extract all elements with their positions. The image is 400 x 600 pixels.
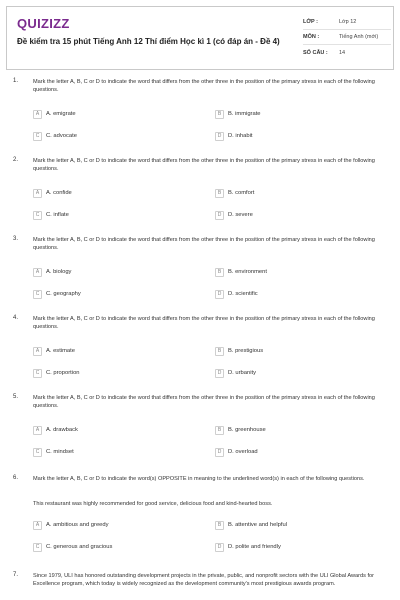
option-text: B. immigrate [228, 111, 261, 117]
option-text: C. geography [46, 291, 81, 297]
option-text: C. inflate [46, 212, 69, 218]
document-title: Đề kiểm tra 15 phút Tiếng Anh 12 Thí điểm Học kì 1 (có đáp án - Đề 4) [17, 37, 280, 46]
option-text: C. proportion [46, 370, 80, 376]
option-letter-box: A [33, 189, 42, 198]
option-text: C. generous and gracious [46, 544, 113, 550]
meta-value: 14 [339, 49, 346, 56]
option-d[interactable] [215, 210, 253, 220]
option-text: C. mindset [46, 449, 74, 455]
option-letter-box: A [33, 347, 42, 356]
document-header [6, 6, 394, 70]
option-letter-box: C [33, 211, 42, 220]
question-passage: This restaurant was highly recommended for good service, delicious food and kind-hearted boss. [33, 501, 273, 507]
meta-key: LỚP : [303, 19, 318, 25]
option-text: A. drawback [46, 427, 78, 433]
question-number: 4. [13, 315, 19, 321]
option-c[interactable] [33, 131, 77, 141]
question-text: Mark the letter A, B, C or D to indicate the word that differs from the other three in the position of the primary stress in each of the following questions. [33, 316, 375, 330]
option-text: A. confide [46, 190, 72, 196]
option-letter-box: A [33, 110, 42, 119]
question-text: Mark the letter A, B, C or D to indicate the word that differs from the other three in the position of the primary stress in each of the following questions. [33, 158, 375, 172]
option-letter-box: C [33, 369, 42, 378]
meta-row-class [303, 15, 391, 30]
option-letter-box: A [33, 426, 42, 435]
question-number: 6. [13, 475, 19, 481]
option-text: A. ambitious and greedy [46, 522, 109, 528]
option-text: A. estimate [46, 348, 75, 354]
option-letter-box: B [215, 347, 224, 356]
question-number: 5. [13, 394, 19, 400]
option-text: D. inhabit [228, 133, 253, 139]
meta-row-subject [303, 30, 391, 45]
meta-value: Lớp 12 [339, 19, 357, 25]
question-number: 3. [13, 236, 19, 242]
option-d[interactable] [215, 289, 258, 299]
option-text: B. attentive and helpful [228, 522, 287, 528]
option-d[interactable] [215, 131, 253, 141]
option-letter-box: B [215, 110, 224, 119]
option-letter-box: D [215, 211, 224, 220]
meta-value: Tiếng Anh (mới) [339, 34, 379, 40]
option-b[interactable] [215, 520, 287, 530]
option-c[interactable] [33, 542, 112, 552]
option-a[interactable] [33, 425, 78, 435]
option-letter-box: C [33, 448, 42, 457]
question-text: Mark the letter A, B, C or D to indicate the word that differs from the other three in the position of the primary stress in each of the following questions. [33, 79, 375, 93]
option-c[interactable] [33, 447, 74, 457]
option-letter-box: D [215, 290, 224, 299]
question-text: Since 1979, ULI has honored outstanding development projects in the private, public, and nonprofit sectors with the ULI Global Awards for Excellence program, which today is widely recognized as the development community's most prestigious awards program. [33, 573, 375, 587]
option-letter-box: A [33, 268, 42, 277]
quizizz-logo: QUIZIZZ [17, 16, 70, 31]
option-letter-box: B [215, 189, 224, 198]
option-c[interactable] [33, 368, 80, 378]
option-text: D. polite and friendly [228, 544, 281, 550]
option-letter-box: D [215, 543, 224, 552]
option-letter-box: D [215, 448, 224, 457]
option-letter-box: C [33, 543, 42, 552]
meta-key: SỐ CÂU : [303, 49, 328, 56]
option-c[interactable] [33, 289, 81, 299]
option-a[interactable] [33, 346, 75, 356]
option-letter-box: B [215, 268, 224, 277]
option-letter-box: D [215, 369, 224, 378]
option-letter-box: B [215, 521, 224, 530]
option-b[interactable] [215, 188, 254, 198]
question-number: 7. [13, 572, 19, 578]
option-letter-box: D [215, 132, 224, 141]
option-text: D. scientific [228, 291, 258, 297]
option-b[interactable] [215, 109, 261, 119]
question-text: Mark the letter A, B, C or D to indicate the word that differs from the other three in the position of the primary stress in each of the following questions. [33, 395, 375, 409]
option-text: A. biology [46, 269, 72, 275]
meta-key: MÔN : [303, 34, 320, 40]
option-text: D. urbanity [228, 370, 257, 376]
question-number: 1. [13, 78, 19, 84]
option-d[interactable] [215, 368, 256, 378]
question-text: Mark the letter A, B, C or D to indicate the word that differs from the other three in the position of the primary stress in each of the following questions. [33, 237, 375, 251]
option-d[interactable] [215, 542, 281, 552]
option-c[interactable] [33, 210, 69, 220]
option-text: D. overload [228, 449, 258, 455]
option-letter-box: B [215, 426, 224, 435]
option-text: B. greenhouse [228, 427, 266, 433]
option-text: C. advocate [46, 133, 77, 139]
option-text: B. comfort [228, 190, 255, 196]
option-b[interactable] [215, 346, 263, 356]
option-letter-box: C [33, 290, 42, 299]
option-d[interactable] [215, 447, 258, 457]
meta-row-count [303, 45, 391, 60]
option-a[interactable] [33, 109, 76, 119]
option-a[interactable] [33, 520, 109, 530]
option-b[interactable] [215, 267, 267, 277]
option-letter-box: C [33, 132, 42, 141]
option-text: A. emigrate [46, 111, 76, 117]
question-text: Mark the letter A, B, C or D to indicate the word(s) OPPOSITE in meaning to the underlined word(s) in each of the following questions. [33, 476, 365, 482]
option-letter-box: A [33, 521, 42, 530]
meta-table [303, 15, 391, 60]
question-number: 2. [13, 157, 19, 163]
option-text: B. prestigious [228, 348, 264, 354]
option-a[interactable] [33, 267, 71, 277]
option-b[interactable] [215, 425, 266, 435]
option-text: B. environment [228, 269, 267, 275]
option-text: D. severe [228, 212, 253, 218]
option-a[interactable] [33, 188, 72, 198]
